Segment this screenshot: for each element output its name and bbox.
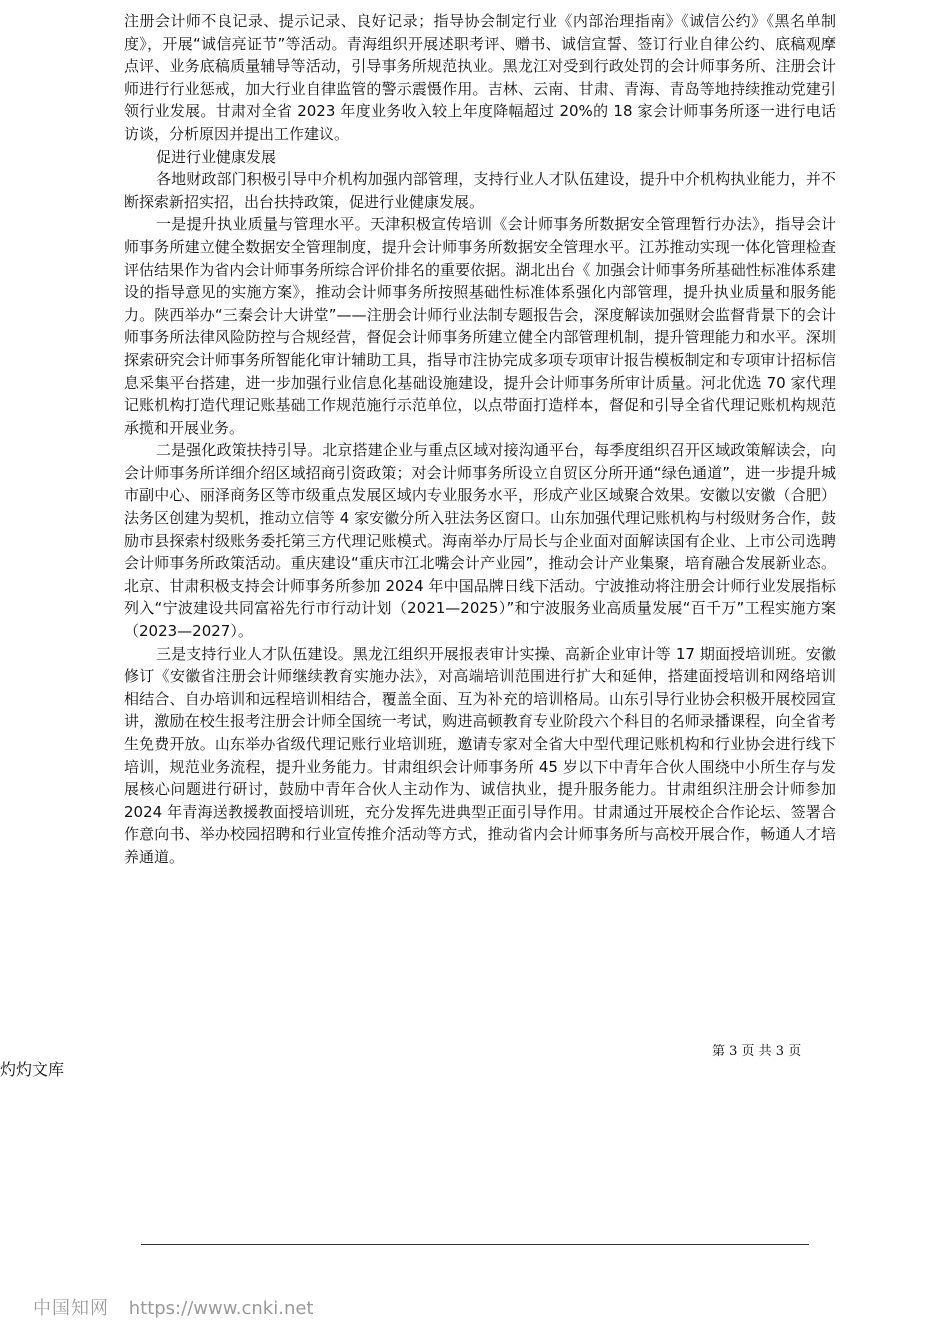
document-body bbox=[124, 10, 836, 869]
watermark-text: 灼灼文库 bbox=[0, 1060, 65, 1079]
cnki-brand: 中国知网 bbox=[33, 1298, 109, 1319]
paragraph: 三是支持行业人才队伍建设。黑龙江组织开展报表审计实操、高新企业审计等 17 期面授培训班。安徽修订《安徽省注册会计师继续教育实施办法》，对高端培训范围进行扩大和延伸，搭建面授培训和网络培训相结合、自办培训和远程培训相结合，覆盖全面、互为补充的培训格局。山东引导行业协会积极开展校园宣讲，激励在校生报考注册会计师全国统一考试，购进高顿教育专业阶段六个科目的名师录播课程，向全省考生免费开放。山东举办省级代理记账行业培训班，邀请专家对全省大中型代理记账机构和行业协会进行线下培训，规范业务流程，提升业务能力。甘肃组织会计师事务所 45 岁以下中青年合伙人围绕中小所生存与发展核心问题进行研讨，鼓励中青年合伙人主动作为、诚信执业，提升服务能力。甘肃组织注册会计师参加 2024 年青海送教援教面授培训班，充分发挥先进典型正面引导作用。甘肃通过开展校企合作论坛、签署合作意向书、举办校园招聘和行业宣传推介活动等方式，推动省内会计师事务所与高校开展合作，畅通人才培养通道。 bbox=[124, 644, 836, 866]
paragraph: 注册会计师不良记录、提示记录、良好记录；指导协会制定行业《内部治理指南》《诚信公约》《黑名单制度》，开展“诚信亮证节”等活动。青海组织开展述职考评、赠书、诚信宣誓、签订行业自律公约、底稿观摩点评、业务底稿质量辅导等活动，引导事务所规范执业。黑龙江对受到行政处罚的会计师事务所、注册会计师进行行业惩戒，加大行业自律监管的警示震慑作用。吉林、云南、甘肃、青海、青岛等地持续推动党建引领行业发展。甘肃对全省 2023 年度业务收入较上年度降幅超过 20%的 18 家会计师事务所逐一进行电话访谈，分析原因并提出工作建议。 bbox=[124, 12, 836, 143]
paragraph: 二是强化政策扶持引导。北京搭建企业与重点区域对接沟通平台，每季度组织召开区域政策解读会，向会计师事务所详细介绍区域招商引资政策；对会计师事务所设立自贸区分所开通“绿色通道”，进一步提升城市副中心、丽泽商务区等市级重点发展区域内专业服务水平，形成产业区域聚合效果。安徽以安徽（合肥）法务区创建为契机，推动立信等 4 家安徽分所入驻法务区窗口。山东加强代理记账机构与村级财务合作，鼓励市县探索村级账务委托第三方代理记账模式。海南举办厅局长与企业面对面解读国有企业、上市公司选聘会计师事务所政策活动。重庆建设“重庆市江北嘴会计产业园”，推动会计产业集聚，培育融合发展新业态。北京、甘肃积极支持会计师事务所参加 2024 年中国品牌日线下活动。宁波推动将注册会计师行业发展指标列入“宁波建设共同富裕先行市行动计划（2021—2025）”和宁波服务业高质量发展“百千万”工程实施方案（2023—2027）。 bbox=[124, 441, 836, 641]
cnki-footer bbox=[33, 1294, 313, 1320]
page-indicator: 第 3 页 共 3 页 bbox=[712, 1044, 802, 1059]
footer-divider bbox=[141, 1244, 809, 1245]
paragraph: 各地财政部门积极引导中介机构加强内部管理，支持行业人才队伍建设，提升中介机构执业能力，并不断探索新招实招，出台扶持政策，促进行业健康发展。 bbox=[124, 170, 836, 211]
cnki-url-link[interactable]: https://www.cnki.net bbox=[128, 1298, 314, 1319]
paragraph: 一是提升执业质量与管理水平。天津积极宣传培训《会计师事务所数据安全管理暂行办法》，指导会计师事务所建立健全数据安全管理制度，提升会计师事务所数据安全管理水平。江苏推动实现一体化管理检查评估结果作为省内会计师事务所综合评价排名的重要依据。湖北出台《 加强会计师事务所基础性标准体系建设的指导意见的实施方案》，推动会计师事务所按照基础性标准体系强化内部管理，提升执业质量和服务能力。陕西举办“三秦会计大讲堂”——注册会计师行业法制专题报告会，深度解读加强财会监督背景下的会计师事务所法律风险防控与合规经营，督促会计师事务所建立健全内部管理机制，提升管理能力和水平。深圳探索研究会计师事务所智能化审计辅助工具，指导市注协完成多项专项审计报告模板制定和专项审计招标信息采集平台搭建，进一步加强行业信息化基础设施建设，提升会计师事务所审计质量。河北优选 70 家代理记账机构打造代理记账基础工作规范施行示范单位，以点带面打造样本，督促和引导全省代理记账机构规范承揽和开展业务。 bbox=[124, 215, 836, 437]
section-heading: 促进行业健康发展 bbox=[156, 147, 277, 166]
